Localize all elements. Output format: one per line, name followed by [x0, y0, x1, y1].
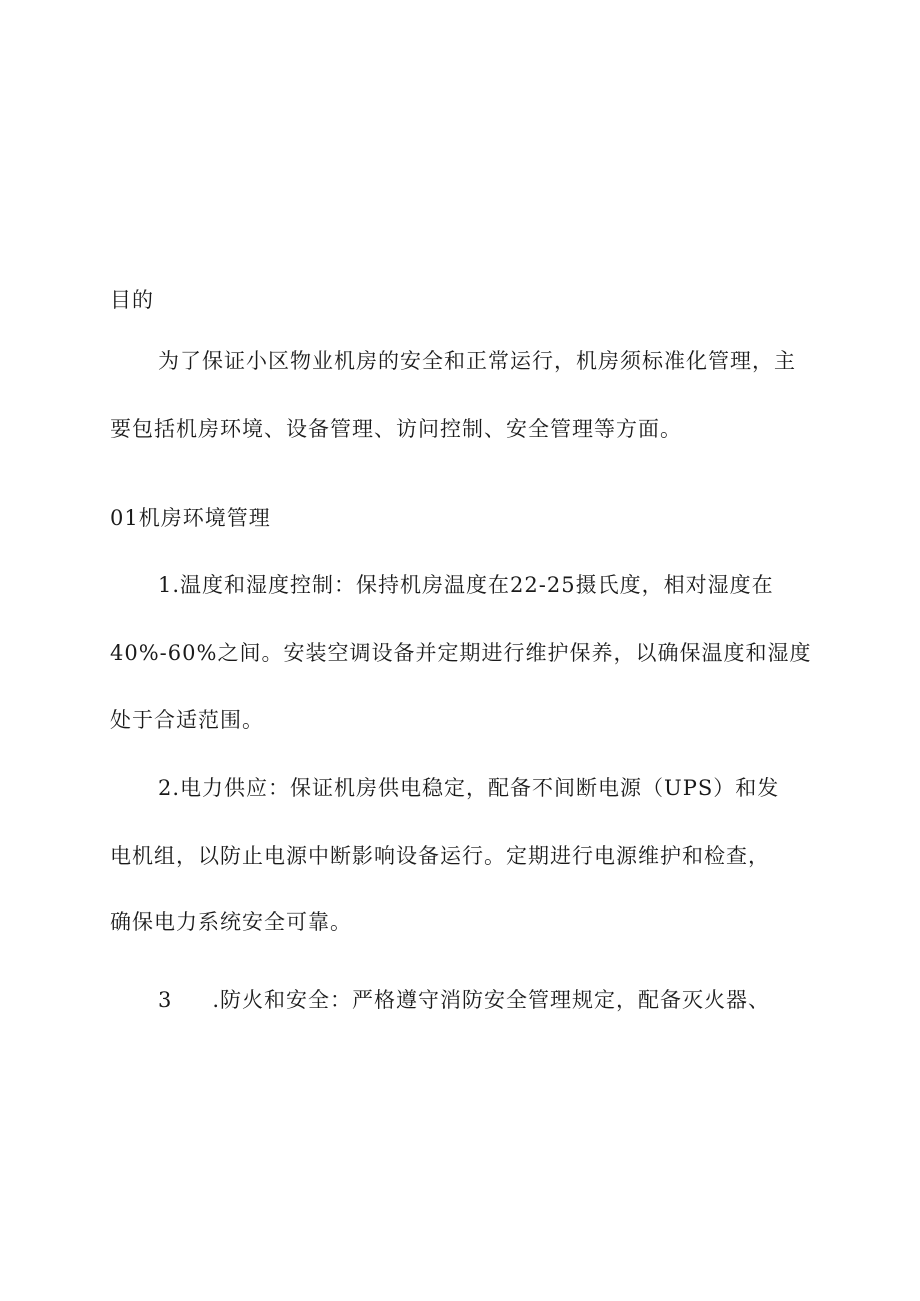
intro-paragraph-line-2: 要包括机房环境、设备管理、访问控制、安全管理等方面。 — [110, 417, 682, 441]
section-heading-purpose: 目的 — [110, 288, 154, 312]
item1-line-3: 处于合适范围。 — [110, 708, 264, 732]
item3-text: .防火和安全：严格遵守消防安全管理规定，配备灭火器、 — [212, 988, 771, 1012]
item2-line-1: 2.电力供应：保证机房供电稳定，配备不间断电源（UPS）和发 — [158, 776, 780, 800]
item1-line-2: 40%-60%之间。安装空调设备并定期进行维护保养，以确保温度和湿度 — [110, 641, 812, 665]
item1-line-1: 1.温度和湿度控制：保持机房温度在22-25摄氏度，相对湿度在 — [158, 573, 774, 597]
section-title-01: 01机房环境管理 — [110, 506, 271, 530]
item2-line-3: 确保电力系统安全可靠。 — [110, 910, 352, 934]
intro-paragraph-line-1: 为了保证小区物业机房的安全和正常运行，机房须标准化管理，主 — [158, 349, 796, 373]
item3-line-1 — [158, 985, 770, 1015]
item2-line-2: 电机组，以防止电源中断影响设备运行。定期进行电源维护和检查， — [110, 844, 770, 868]
item3-number: 3 — [158, 988, 173, 1012]
